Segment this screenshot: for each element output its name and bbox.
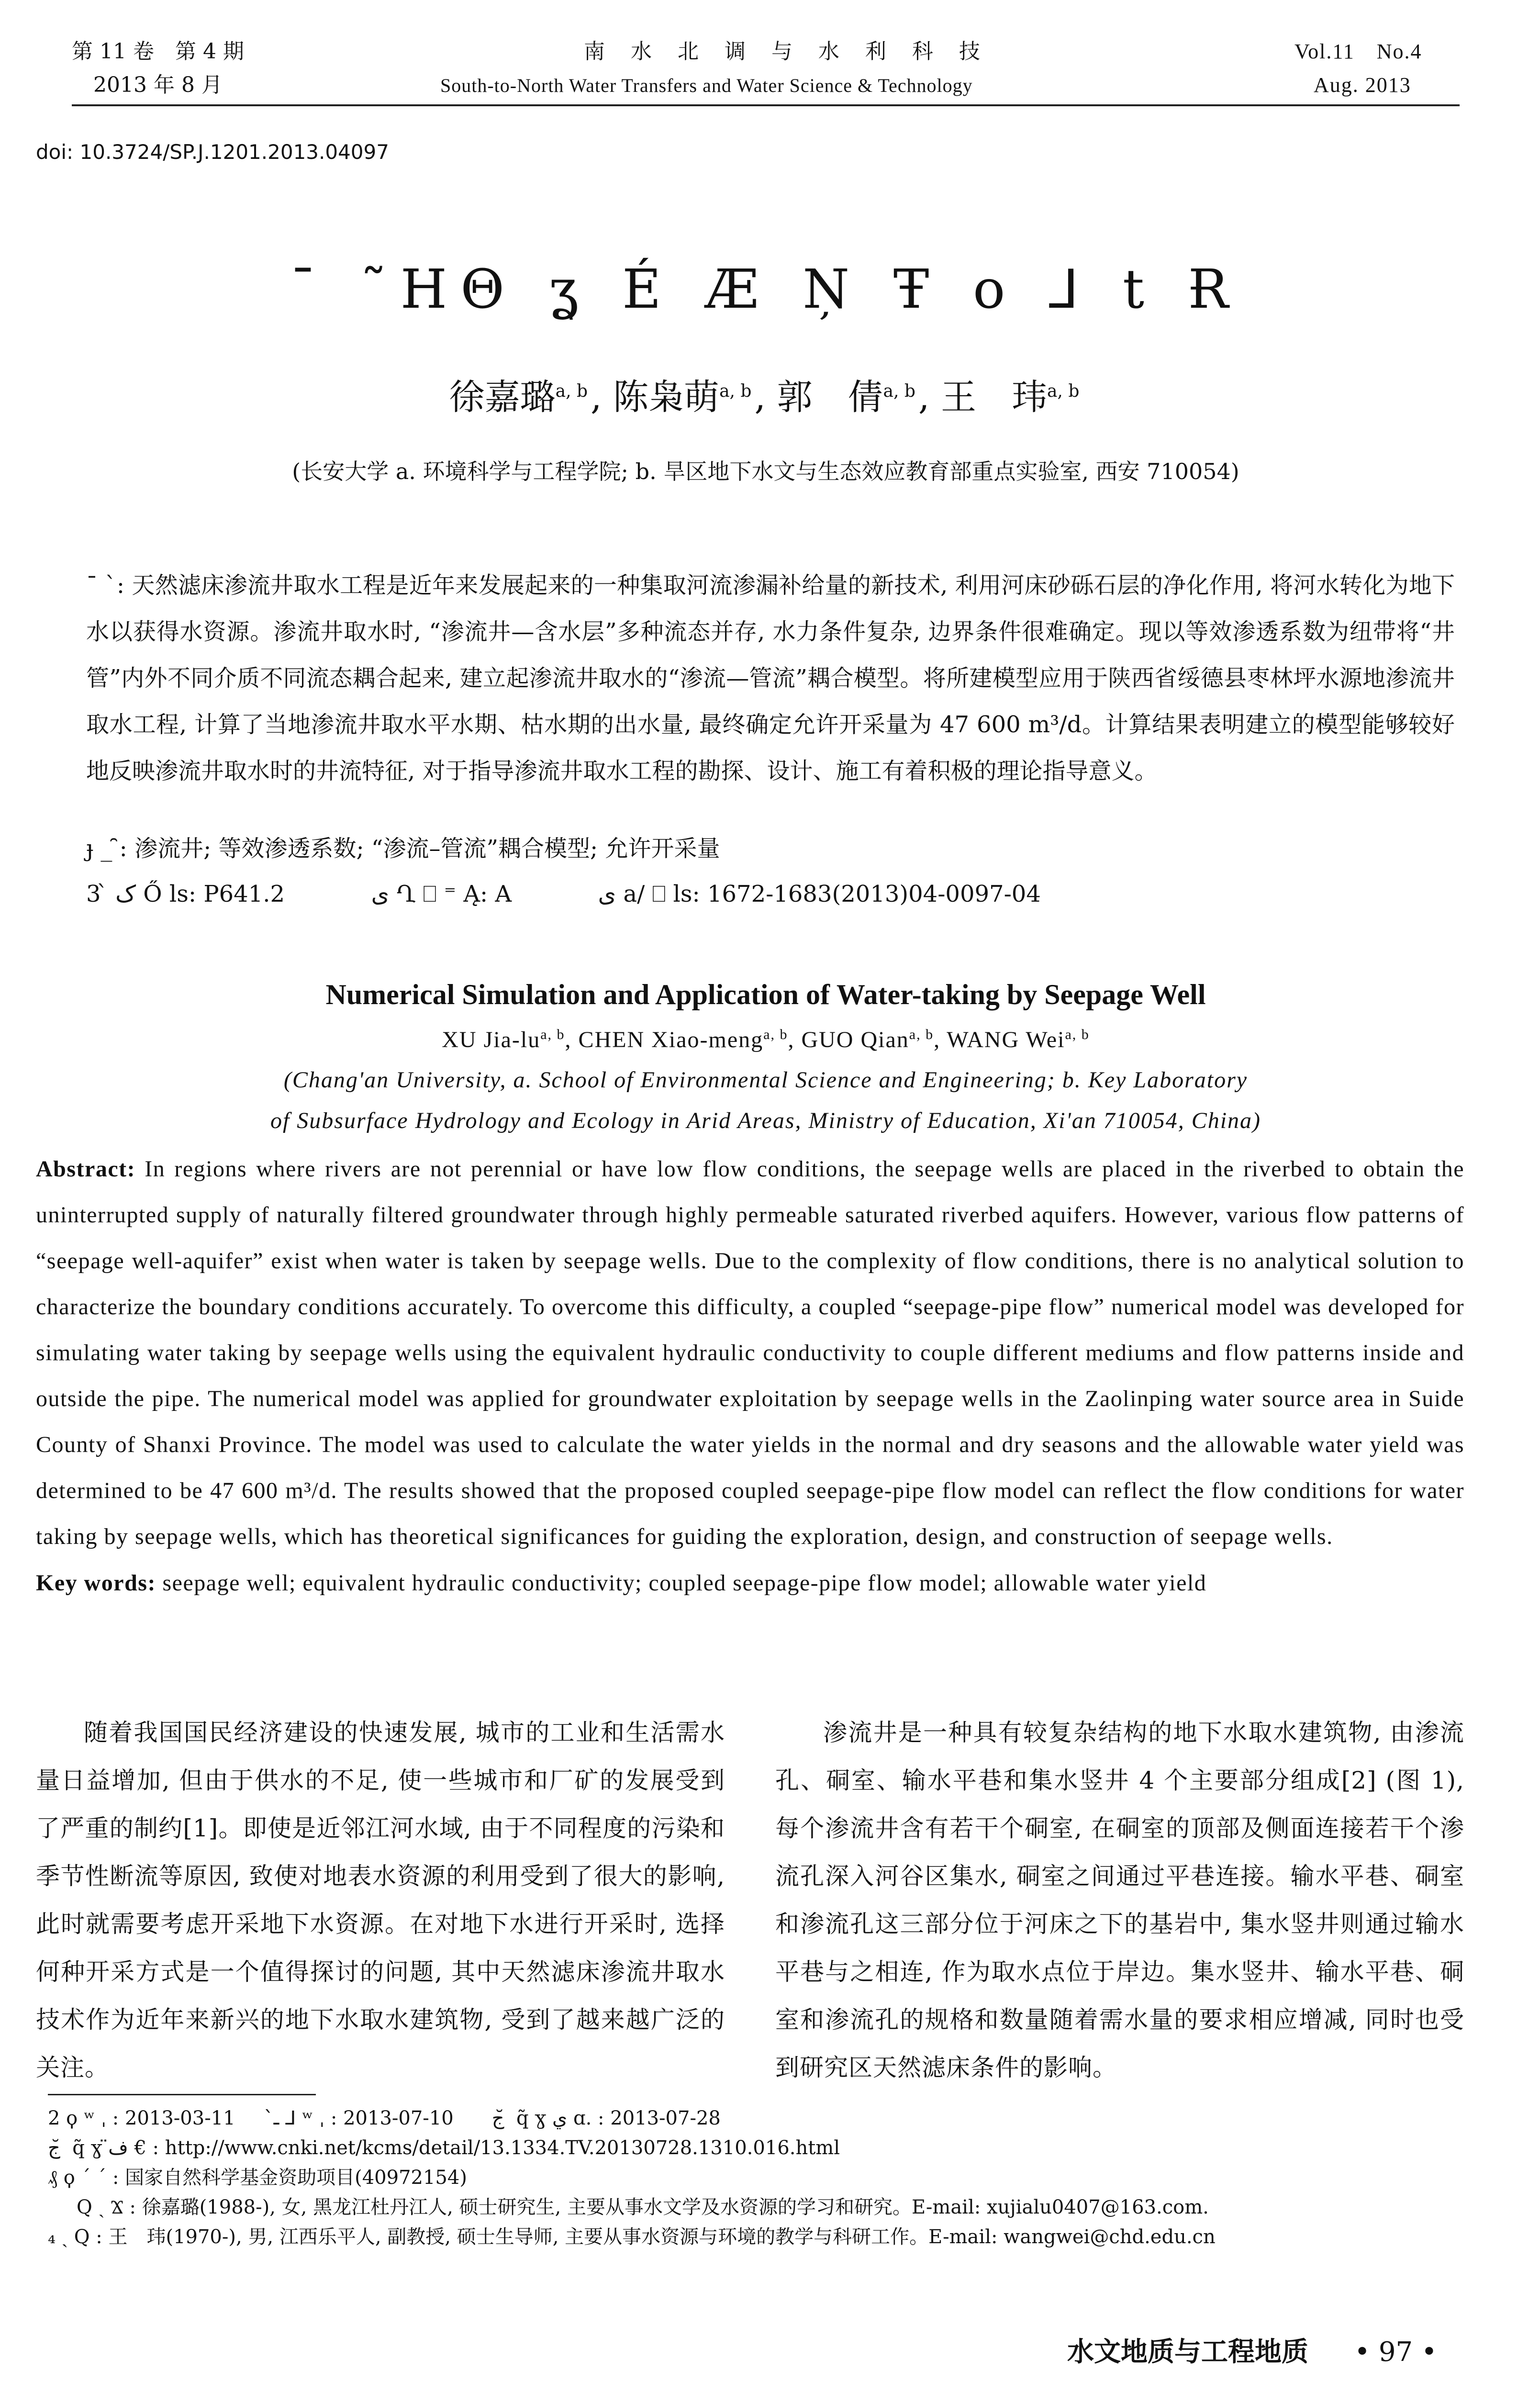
clc-value: : P641.2 — [188, 881, 285, 907]
keywords-en-text: seepage well; equivalent hydraulic conductivity; coupled seepage-pipe flow model; allowable water yield — [162, 1570, 1207, 1596]
footnote-url: ج ̆ q̃ ɣ ف̈ € : http://www.cnki.net/kcms/detail/13.1334.TV.20130728.1310.016.html — [48, 2137, 840, 2159]
affiliation-en-line1: (Chang'an University, a. School of Environmental Science and Engineering; b. Key Laboratory — [283, 1067, 1248, 1093]
abstract-zh-label: ˉ ˋ — [86, 572, 117, 599]
author-2: 陈枭萌$^{a, b}$ — [613, 376, 752, 418]
abstract-en-label: Abstract: — [36, 1156, 136, 1182]
header-journal-zh: 南 水 北 调 与 水 利 科 技 — [584, 39, 990, 64]
abstract-zh — [86, 562, 1455, 794]
article-id-value: : 1672-1683(2013)04-0097-04 — [692, 881, 1041, 907]
doi: doi: 10.3724/SP.J.1201.2013.04097 — [36, 140, 389, 164]
classification-zh — [86, 871, 1455, 917]
doc-code-value: : A — [480, 881, 512, 907]
header-date-zh: 2013 年 8 月 — [93, 73, 223, 97]
header-vol-issue-zh: 第 11 卷 第 4 期 — [72, 39, 244, 64]
keywords-zh-label: ɟ _ ̑ — [86, 835, 120, 862]
keywords-en-label: Key words: — [36, 1570, 156, 1596]
abstract-en-text: In regions where rivers are not perennial or have low flow conditions, the seepage wells are placed in the riverbed to obtain the uninterrupted supply of naturally filtered groundwater through highly permeable saturated riverbed aquifers. However, various flow patterns of “seepage well-aquifer” exist when water is taken by seepage wells. Due to the complexity of flow conditions, there is no analytical solution to characterize the boundary conditions accurately. To overcome this difficulty, a coupled “seepage-pipe flow” numerical model was developed for simulating water taking by seepage wells using the equivalent hydraulic conductivity to couple different mediums and flow patterns inside and outside the pipe. The numerical model was applied for groundwater exploitation by seepage wells in the Zaolinping water source area in Suide County of Shanxi Province. The model was used to calculate the water yields in the normal and dry seasons and the allowable water yield was determined to be 47 600 m³/d. The results showed that the proposed coupled seepage-pipe flow model can reflect the flow conditions for water taking by seepage wells, which has theoretical significances for guiding the exploration, design, and construction of seepage wells. — [36, 1156, 1465, 1549]
author-en-3: GUO Qian$^{a, b}$ — [801, 1027, 934, 1052]
author-4: 王 玮$^{a, b}$ — [940, 376, 1080, 418]
keywords-zh — [86, 826, 1455, 872]
clc-label: 3 ̀ ک Ő ls — [86, 881, 189, 907]
header-date-en: Aug. 2013 — [1314, 73, 1411, 97]
affiliation-zh: (长安大学 a. 环境科学与工程学院; b. 旱区地下水文与生态效应教育部重点实验室, 西安 710054) — [292, 458, 1239, 484]
affiliation-en-line2: of Subsurface Hydrology and Ecology in Arid Areas, Ministry of Education, Xi'an 710054, China) — [270, 1108, 1261, 1133]
title-en: Numerical Simulation and Application of Water-taking by Seepage Well — [325, 979, 1206, 1010]
footnote-corresponding: ₄ ˎ Q : 王 玮(1970-), 男, 江西乐平人, 副教授, 硕士生导师, 主要从事水资源与环境的教学与科研工作。E-mail: wangwei@chd.edu.cn — [48, 2226, 1216, 2248]
author-en-4: WANG Wei$^{a, b}$ — [947, 1027, 1090, 1052]
authors-zh: 徐嘉璐$^{a, b}$, 陈枭萌$^{a, b}$, 郭 倩$^{a, b}$, 王 玮$^{a, b}$ — [144, 369, 1388, 420]
title-zh: ˉ ˜HΘ ʓ É Æ N̦ Ŧ o ⅃ t Ɍ — [290, 258, 1242, 321]
author-en-2: CHEN Xiao-meng$^{a, b}$ — [578, 1027, 788, 1052]
body-column-2: 渗流井是一种具有较复杂结构的地下水取水建筑物, 由渗流孔、硐室、输水平巷和集水竖井 4 个主要部分组成[2] (图 1), 每个渗流井含有若干个硐室, 在硐室的顶部及侧面连接若干个渗流孔深入河谷区集水, 硐室之间通过平巷连接。输水平巷、硐室和渗流孔这三部分位于河床之下的基岩中, 集水竖井则通过输水平巷与之相连, 作为取水点位于岸边。集水竖井、输水平巷、硐室和渗流孔的规格和数量随着需水量的要求相应增减, 同时也受到研究区天然滤床条件的影响。 — [775, 1719, 1464, 2081]
header-journal-en: South-to-North Water Transfers and Water Science & Technology — [440, 75, 973, 96]
footnote-dates: 2 ϙ ʷ ˌ : 2013-03-11 ـ̀ ⅃ ʷ ˌ : 2013-07-10 ج ̆ q̃ ɣ ي ɑ. : 2013-07-28 — [48, 2107, 721, 2129]
header-rule — [72, 104, 1460, 106]
footnote-fund: ₰ ϙ ˊ ˊ : 国家自然科学基金资助项目(40972154) — [48, 2167, 467, 2189]
keywords-zh-text: : 渗流井; 等效渗透系数; “渗流–管流”耦合模型; 允许开采量 — [119, 835, 720, 862]
footer-journal: 水文地质与工程地质 — [1067, 2337, 1308, 2368]
page-number: • 97 • — [1354, 2337, 1437, 2368]
doc-code-label: ى Ղ ⎕ ⁼ Ą — [371, 881, 480, 907]
footnote-rule — [48, 2094, 316, 2095]
author-3: 郭 倩$^{a, b}$ — [777, 376, 915, 418]
footnote-author-bio: Q ˎ Ϫ : 徐嘉璐(1988-), 女, 黑龙江杜丹江人, 硕士研究生, 主要从事水文学及水资源的学习和研究。E-mail: xujialu0407@163.com. — [77, 2196, 1209, 2218]
article-id-label: ى a/ ⎕ ls — [598, 881, 692, 907]
abstract-zh-text: : 天然滤床渗流井取水工程是近年来发展起来的一种集取河流渗漏补给量的新技术, 利用河床砂砾石层的净化作用, 将河水转化为地下水以获得水资源。渗流井取水时, “渗流井—含水层”多种流态并存, 水力条件复杂, 边界条件很难确定。现以等效渗透系数为纽带将“井管”内外不同介质不同流态耦合起来, 建立起渗流井取水的“渗流—管流”耦合模型。将所建模型应用于陕西省绥德县枣林坪水源地渗流井取水工程, 计算了当地渗流井取水平水期、枯水期的出水量, 最终确定允许开采量为 47 600 m³/d。计算结果表明建立的模型能够较好地反映渗流井取水时的井流特征, 对于指导渗流井取水工程的勘探、设计、施工有着积极的理论指导意义。 — [86, 572, 1455, 784]
header-vol-issue-en: Vol.11 No.4 — [1294, 40, 1422, 63]
body-column-1: 随着我国国民经济建设的快速发展, 城市的工业和生活需水量日益增加, 但由于供水的不足, 使一些城市和厂矿的发展受到了严重的制约[1]。即使是近邻江河水域, 由于不同程度的污染和季节性断流等原因, 致使对地表水资源的利用受到了很大的影响, 此时就需要考虑开采地下水资源。在对地下水进行开采时, 选择何种开采方式是一个值得探讨的问题, 其中天然滤床渗流井取水技术作为近年来新兴的地下水取水建筑物, 受到了越来越广泛的关注。 — [36, 1719, 725, 2081]
author-en-1: XU Jia-lu$^{a, b}$ — [442, 1027, 565, 1052]
authors-en: XU Jia-lu$^{a, b}$, CHEN Xiao-meng$^{a, b}$, GUO Qian$^{a, b}$, WANG Wei$^{a, b}$ — [442, 1027, 1090, 1052]
keywords-en — [36, 1560, 1464, 1606]
author-1: 徐嘉璐$^{a, b}$ — [449, 376, 588, 418]
abstract-en — [36, 1146, 1464, 1560]
